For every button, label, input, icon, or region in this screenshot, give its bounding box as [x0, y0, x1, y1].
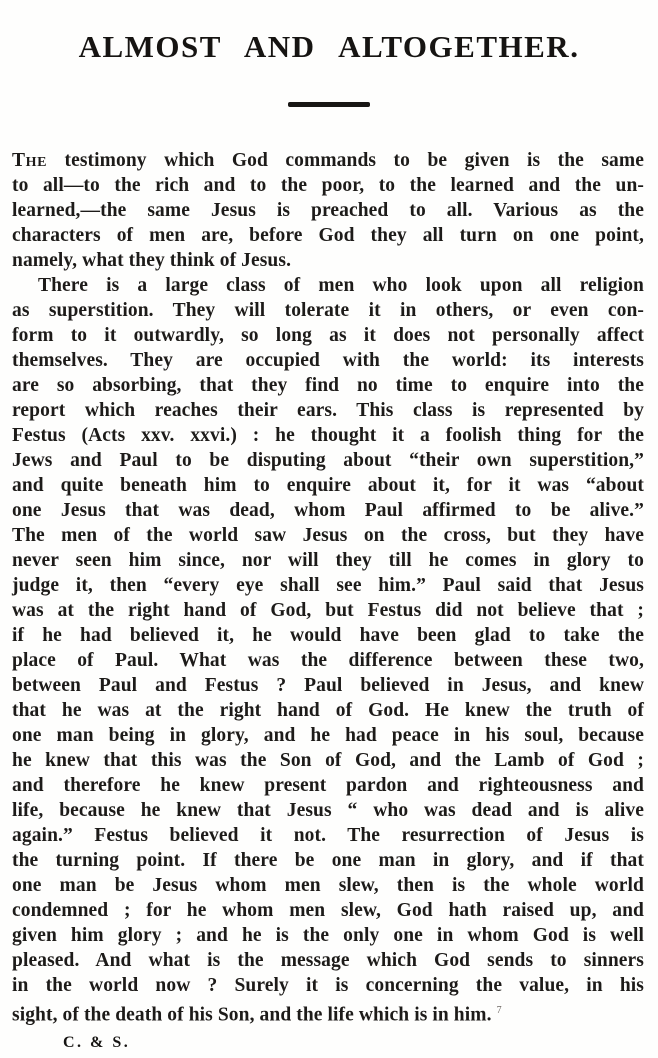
text-line: one man be Jesus whom men slew, then is the whole world	[12, 875, 644, 896]
text-line: namely, what they think of Jesus.	[12, 250, 292, 271]
text-line: never seen him since, nor will they till he comes in glory to	[12, 550, 644, 571]
footer-initials: C. & S.	[63, 1033, 131, 1051]
print-artifact-mark: 7	[496, 1005, 502, 1016]
text-line: he knew that this was the Son of God, and the Lamb of God ;	[12, 750, 644, 771]
text-line: again.” Festus believed it not. The resurrection of Jesus is	[12, 825, 644, 846]
text-line: if he had believed it, he would have been glad to take the	[12, 625, 644, 646]
text-line: one Jesus that was dead, whom Paul affirmed to be alive.”	[12, 500, 644, 521]
text-line: report which reaches their ears. This class is represented by	[12, 400, 644, 421]
text-line: between Paul and Festus ? Paul believed in Jesus, and knew	[12, 675, 644, 696]
text-line: learned,—the same Jesus is preached to all. Various as the	[12, 200, 644, 221]
text-line: was at the right hand of God, but Festus did not believe that ;	[12, 600, 644, 621]
text-line: place of Paul. What was the difference between these two,	[12, 650, 644, 671]
text-line: given him glory ; and he is the only one in whom God is well	[12, 925, 644, 946]
text-line: are so absorbing, that they find no time to enquire into the	[12, 375, 644, 396]
text-line: as superstition. They will tolerate it in others, or even con-	[12, 300, 644, 321]
text-line: condemned ; for he whom men slew, God hath raised up, and	[12, 900, 644, 921]
text-line: that he was at the right hand of God. He knew the truth of	[12, 700, 644, 721]
text-line: Jews and Paul to be disputing about “their own superstition,”	[12, 450, 644, 471]
text-line: There is a large class of men who look upon all religion	[38, 275, 644, 296]
body-text	[12, 148, 644, 1028]
text-line: in the world now ? Surely it is concerning the value, in his	[12, 975, 644, 996]
text-line: the turning point. If there be one man in glory, and if that	[12, 850, 644, 871]
text-line: to all—to the rich and to the poor, to the learned and the un-	[12, 175, 644, 196]
page-title: ALMOST AND ALTOGETHER.	[78, 29, 580, 64]
text-line: themselves. They are occupied with the world: its interests	[12, 350, 644, 371]
text-line: pleased. And what is the message which God sends to sinners	[12, 950, 644, 971]
text-line: and quite beneath him to enquire about it, for it was “about	[12, 475, 644, 496]
text-line: sight, of the death of his Son, and the life which is in him. $^7$	[12, 1004, 502, 1026]
smallcaps-lead-word: The	[12, 150, 48, 171]
title-divider-rule	[288, 102, 370, 107]
text-line: characters of men are, before God they all turn on one point,	[12, 225, 644, 246]
text-line: The men of the world saw Jesus on the cross, but they have	[12, 525, 644, 546]
text-line: one man being in glory, and he had peace in his soul, because	[12, 725, 644, 746]
text-line: life, because he knew that Jesus “ who was dead and is alive	[12, 800, 644, 821]
text-line: The testimony which God commands to be given is the same	[12, 150, 644, 171]
text-line: Festus (Acts xxv. xxvi.) : he thought it a foolish thing for the	[12, 425, 644, 446]
text-line: and therefore he knew present pardon and righteousness and	[12, 775, 644, 796]
text-line: form to it outwardly, so long as it does not personally affect	[12, 325, 644, 346]
text-line: judge it, then “every eye shall see him.” Paul said that Jesus	[12, 575, 644, 596]
